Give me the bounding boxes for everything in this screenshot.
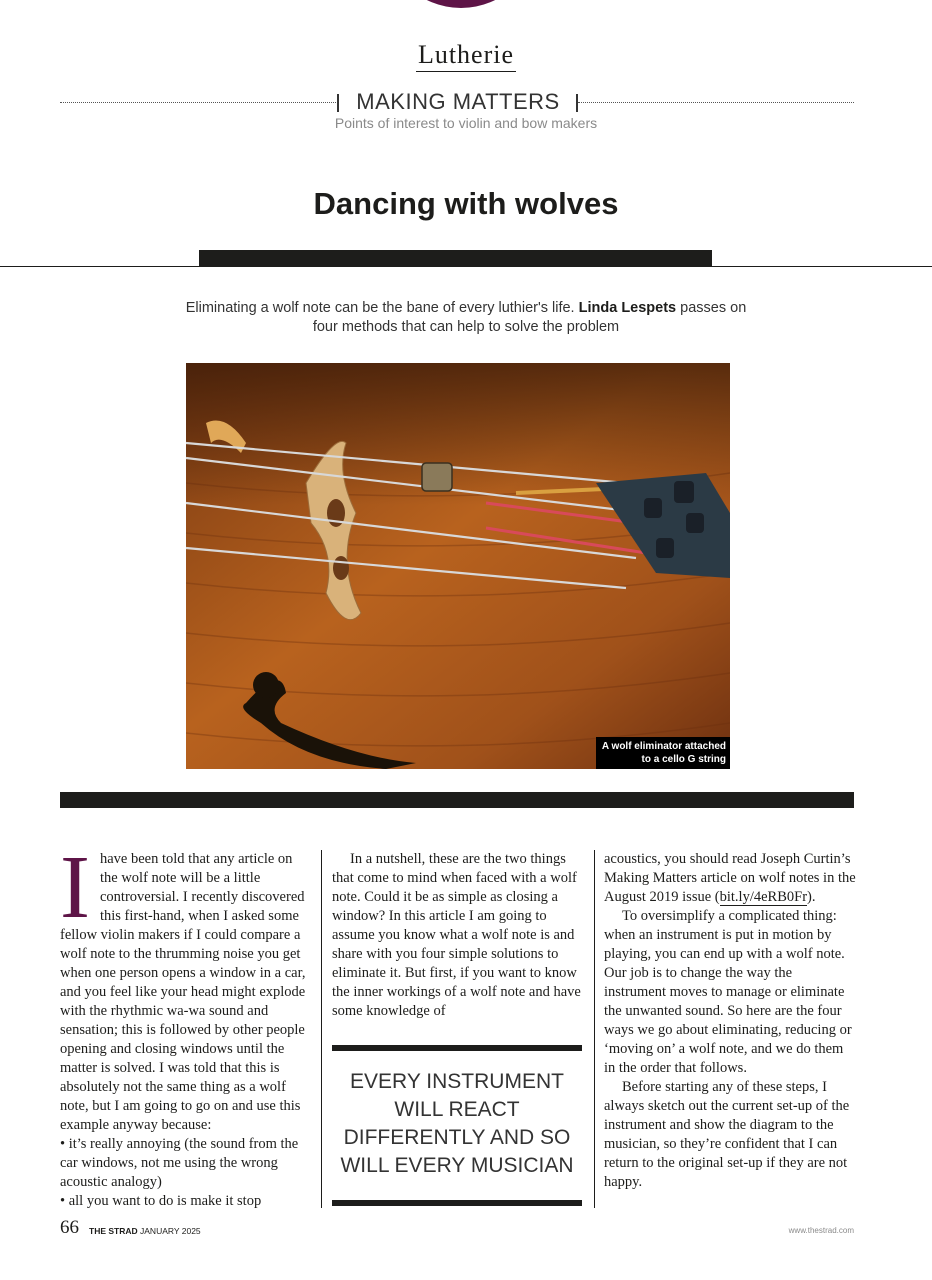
cello-photo-illustration [186, 363, 730, 769]
pull-quote-bottom-bar [332, 1200, 582, 1206]
paragraph: Before starting any of these steps, I always sketch out the current set-up of the instrument and show the diagram to the musician, so they’re confident that I can return to the original set-up if they are not happy. [604, 1079, 850, 1190]
footer-masthead [89, 1226, 201, 1236]
rule-tick-left [337, 94, 339, 112]
body-top-bar [60, 792, 854, 808]
section-marker-circle [384, 0, 538, 8]
photo-caption-line-2: to a cello G string [641, 754, 726, 765]
pull-quote: EVERY INSTRUMENT WILL REACT DIFFERENTLY AND SO WILL EVERY MUSICIAN [340, 1070, 574, 1177]
section-name: Lutherie [0, 40, 932, 70]
rule-tick-right [576, 94, 578, 112]
headline-rule [0, 266, 932, 267]
photo-caption-line-1: A wolf eliminator attached [601, 741, 726, 752]
paragraph-text: ). [807, 889, 816, 905]
drop-cap: I [60, 838, 90, 937]
column-divider-2 [594, 850, 595, 1208]
pull-quote-top-bar [332, 1045, 582, 1051]
paragraph-text: acoustics, you should read Joseph Curtin’s Making Matters article on wolf notes in the August 2019 issue ( [604, 851, 856, 905]
issue-date: JANUARY 2025 [140, 1226, 201, 1236]
column-subtitle: Points of interest to violin and bow makers [334, 115, 598, 131]
magazine-name: THE STRAD [89, 1226, 138, 1236]
paragraph [604, 850, 856, 907]
column-divider-1 [321, 850, 322, 1208]
headline: Dancing with wolves [313, 186, 619, 221]
page-number: 66 [60, 1217, 79, 1238]
article-link[interactable]: bit.ly/4eRB0Fr [719, 889, 808, 905]
paragraph: In a nutshell, these are the two things that come to mind when faced with a wolf note. Could it be as simple as closing a window? In this article I am going to assume you know what a wolf note is and share with you four simple solutions to eliminate it. But first, if you want to know the inner workings of a wolf note and have some knowledge of [332, 851, 581, 1019]
standfirst [180, 299, 752, 337]
dotted-rule-left [60, 102, 338, 103]
body-column-1 [60, 838, 312, 1211]
cello-photo [186, 363, 730, 769]
standfirst-text-2: passes on four methods that can help to solve the problem [312, 300, 747, 335]
author-name: Linda Lespets [578, 300, 677, 316]
body-column-2 [332, 850, 584, 1021]
body-column-3 [604, 850, 856, 1192]
standfirst-text: Eliminating a wolf note can be the bane of every luthier's life. [185, 300, 575, 316]
bullet-item: • it’s really annoying (the sound from the car windows, not me using the wrong acoustic analogy) [60, 1136, 299, 1190]
headline-bar [199, 250, 712, 266]
paragraph: have been told that any article on the wolf note will be a little controversial. I recently discovered this first-hand, when I asked some fellow violin makers if I could compare a wolf note to the thrumming noise you get when one person opens a window in a car, and you feel like your head might explode with the rhythmic wa-wa sound and sensation; this is followed by other people opening and closing windows until the matter is solved. I was told that this is absolutely not the same thing as a wolf note, but I am going to go on and use this example anyway because: [60, 851, 306, 1133]
website[interactable]: www.thestrad.com [788, 1226, 854, 1235]
paragraph: To oversimplify a complicated thing: when an instrument is put in motion by playing, you can end up with a wolf note. Our job is to change the way the instrument moves to manage or eliminate the unwanted sound. So here are the four ways we go about eliminating, reducing or ‘moving on’ a wolf note, and we do them in the order that follows. [604, 908, 852, 1076]
dotted-rule-right [578, 102, 854, 103]
bullet-item: • all you want to do is make it stop [60, 1193, 262, 1209]
column-title: MAKING MATTERS [356, 89, 560, 114]
photo-caption [596, 737, 730, 769]
